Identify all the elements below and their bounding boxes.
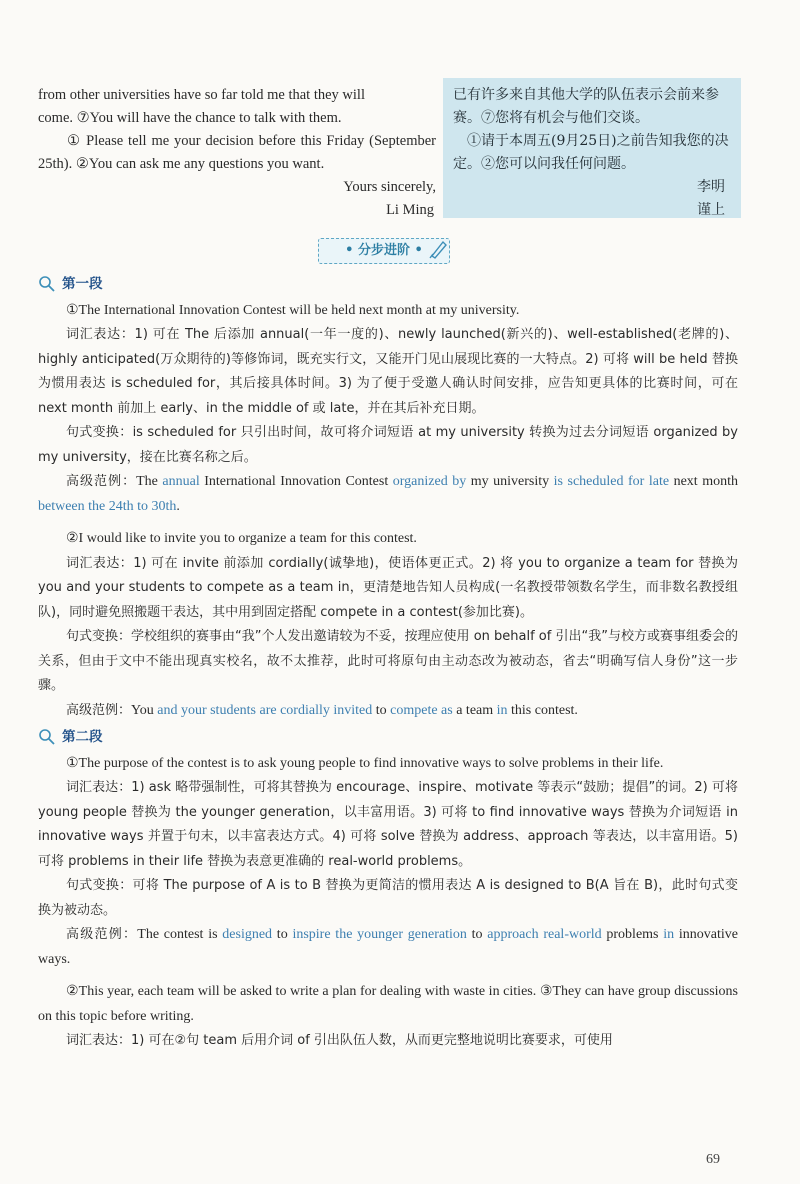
syntax-text: is scheduled for 只引出时间，故可将介词短语 at my university 转换为过去分词短语 organized by my university，接在比赛名称之后。 bbox=[38, 425, 738, 465]
model-sentence bbox=[38, 470, 738, 519]
model-label: 高级范例： bbox=[66, 702, 132, 718]
pen-icon bbox=[428, 237, 450, 259]
vocab-text: 1) 可在②句 team 后用介词 of 引出队伍人数，从而更完整地说明比赛要求，可使用 bbox=[131, 1033, 613, 1048]
vocab-label: 词汇表达： bbox=[66, 1033, 132, 1048]
vocab-label: 词汇表达： bbox=[66, 780, 132, 795]
page-number: 69 bbox=[706, 1152, 720, 1167]
model-highlight: in bbox=[663, 927, 675, 942]
model-label: 高级范例： bbox=[66, 927, 138, 942]
vocab-text: 1) ask 略带强制性，可将其替换为 encourage、inspire、motivate 等表示“鼓励；提倡”的词。2) 可将 young people 替换为 the younger generation，以丰富用语。3) 可将 to find innovative ways 替换为介词短语 in innovative ways 并置于句末，以丰富表达方式。4) 可将 solve 替换为 address、approach 等表达，以丰富用语。5) 可将 problems in their life 替换为表意更准确的 real-world problems。 bbox=[38, 780, 738, 869]
letter-paragraph: ① Please tell me your decision before this Friday (September 25th). ②You can ask me any questions you want. bbox=[38, 133, 436, 172]
model-text: innovative ways. bbox=[38, 927, 738, 967]
vocab-note bbox=[38, 776, 738, 874]
model-text: to bbox=[372, 702, 391, 718]
model-text: . bbox=[176, 498, 180, 514]
letter-cn-line: 已有许多来自其他大学的队伍表示会前来参赛。⑦您将有机会与他们交谈。 bbox=[453, 87, 719, 126]
syntax-text: 可将 The purpose of A is to B 替换为更简洁的惯用表达 A is designed to B(A 旨在 B)，此时句式变换为被动态。 bbox=[38, 878, 738, 918]
letter-chinese-box bbox=[443, 78, 741, 218]
model-text: this contest. bbox=[507, 702, 578, 718]
paragraph-heading bbox=[38, 725, 738, 750]
letter-line: come. ⑦You will have the chance to talk with them. bbox=[38, 110, 342, 126]
syntax-note bbox=[38, 421, 738, 470]
magnifier-icon bbox=[38, 275, 56, 293]
model-text: a team bbox=[452, 702, 497, 718]
model-sentence bbox=[38, 699, 738, 724]
letter-cn-paragraph: ①请于本周五(9月25日)之前告知我您的决定。②您可以问我任何问题。 bbox=[453, 133, 729, 172]
model-highlight: compete as bbox=[390, 702, 453, 718]
model-highlight: annual bbox=[162, 474, 200, 489]
letter-closing: Yours sincerely, bbox=[343, 179, 436, 195]
model-text: The contest is bbox=[137, 927, 223, 942]
model-text: problems bbox=[601, 927, 664, 942]
model-highlight: in bbox=[496, 702, 508, 718]
letter-cn-closing: 谨上 bbox=[697, 202, 725, 218]
syntax-note bbox=[38, 874, 738, 923]
model-text: next month bbox=[669, 474, 738, 489]
vocab-note bbox=[38, 1029, 738, 1054]
model-text: to bbox=[466, 927, 488, 942]
model-label: 高级范例： bbox=[66, 474, 137, 489]
main-content bbox=[38, 270, 738, 1054]
syntax-label: 句式变换： bbox=[66, 629, 132, 644]
syntax-label: 句式变换： bbox=[66, 878, 133, 893]
model-highlight: designed bbox=[222, 927, 273, 942]
heading-text: 第一段 bbox=[62, 276, 103, 292]
letter-signature: Li Ming bbox=[386, 202, 434, 218]
vocab-label: 词汇表达： bbox=[66, 327, 135, 342]
syntax-text: 学校组织的赛事由“我”个人发出邀请较为不妥，按理应使用 on behalf of 引出“我”与校方或赛事组委会的关系，但由于文中不能出现真实校名，故不太推荐，此时可将原句由主动态改为被动态，省去“明确写信人身份”这一步骤。 bbox=[38, 629, 738, 693]
model-highlight: is scheduled for late bbox=[553, 474, 670, 489]
vocab-note bbox=[38, 552, 738, 626]
source-sentence: ①The purpose of the contest is to ask young people to find innovative ways to solve problems in their life. bbox=[66, 755, 664, 771]
model-text: The bbox=[136, 474, 163, 489]
vocab-text: 1) 可在 The 后添加 annual(一年一度的)、newly launched(新兴的)、well-established(老牌的)、highly anticipated(万众期待的)等修饰词，既充实行文，又能开门见山展现比赛的一大特点。2) 可将 will be held 替换为惯用表达 is scheduled for，其后接具体时间。3) 为了便于受邀人确认时间安排，应告知更具体的比赛时间，可在 next month 前加上 early、in the middle of 或 late，并在其后补充日期。 bbox=[38, 327, 738, 416]
letter-english bbox=[38, 84, 436, 222]
syntax-note bbox=[38, 625, 738, 699]
magnifier-icon bbox=[38, 728, 56, 746]
vocab-label: 词汇表达： bbox=[66, 555, 134, 571]
section-banner: • 分步进阶 • bbox=[318, 238, 450, 264]
letter-cn-signature: 李明 bbox=[697, 179, 725, 195]
source-sentence: ②This year, each team will be asked to write a plan for dealing with waste in cities. ③They can have group discussions on this topic before writing. bbox=[38, 984, 738, 1024]
model-text: my university bbox=[466, 474, 554, 489]
model-highlight: approach real-world bbox=[487, 927, 602, 942]
vocab-text: 1) 可在 invite 前添加 cordially(诚挚地)，使语体更正式。2) 将 you to organize a team for 替换为 you and your students to compete as a team in，更清楚地告知人员构成(一名教授带领数名学生，而非数名教授组队)，同时避免照搬题干表达，其中用到固定搭配 compete in a contest(参加比赛)。 bbox=[38, 555, 738, 620]
heading-text: 第二段 bbox=[62, 729, 103, 745]
model-highlight: and your students are cordially invited bbox=[157, 702, 373, 718]
letter-line: from other universities have so far told me that they will bbox=[38, 87, 365, 103]
paragraph-heading bbox=[38, 272, 738, 297]
source-sentence: ②I would like to invite you to organize a team for this contest. bbox=[66, 531, 417, 546]
model-text: to bbox=[272, 927, 293, 942]
syntax-label: 句式变换： bbox=[66, 425, 133, 440]
model-sentence bbox=[38, 923, 738, 972]
model-highlight: between the 24th to 30th bbox=[38, 498, 177, 514]
model-text: You bbox=[131, 702, 158, 718]
model-highlight: organized by bbox=[392, 474, 467, 489]
model-highlight: inspire the younger generation bbox=[292, 927, 467, 942]
source-sentence: ①The International Innovation Contest will be held next month at my university. bbox=[66, 302, 520, 318]
vocab-note bbox=[38, 323, 738, 421]
model-text: International Innovation Contest bbox=[199, 474, 393, 489]
